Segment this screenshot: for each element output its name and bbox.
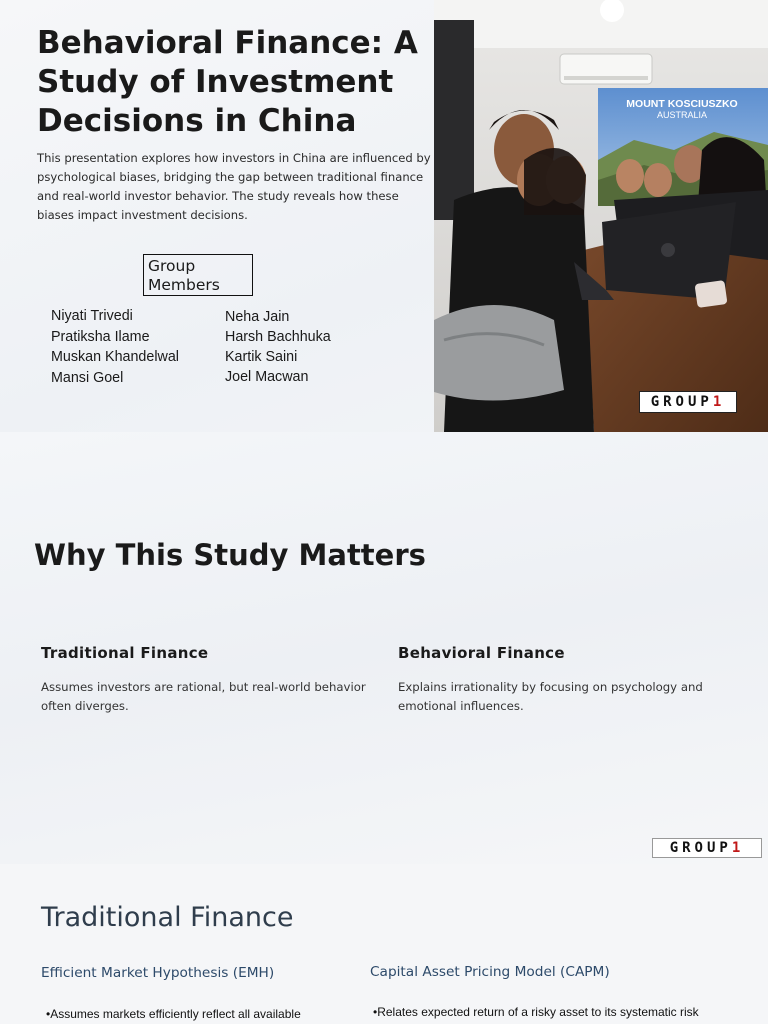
- slide-title: [0, 0, 768, 432]
- column-heading: Traditional Finance: [41, 644, 209, 662]
- member-name: Muskan Khandelwal: [51, 349, 179, 365]
- emh-bullet: •Assumes markets efficiently reflect all available: [46, 1007, 301, 1021]
- slide-why-study-matters: [0, 432, 768, 864]
- badge-word: GROUP: [669, 840, 732, 856]
- capm-bullet: •Relates expected return of a risky asset to its systematic risk: [373, 1005, 699, 1019]
- member-name: Niyati Trivedi: [51, 308, 133, 324]
- group-members-label: Group Members: [143, 254, 253, 296]
- group-photo: [434, 0, 768, 432]
- emh-heading: Efficient Market Hypothesis (EMH): [41, 965, 275, 981]
- badge-word: GROUP: [650, 394, 713, 410]
- capm-heading: Capital Asset Pricing Model (CAPM): [370, 964, 610, 980]
- badge-number: 1: [731, 840, 745, 856]
- intro-paragraph: This presentation explores how investors in China are influenced by psychological biases, bridging the gap between traditional finance and real-world investor behavior. The study reveals how these biases impact investment decisions.: [37, 151, 431, 222]
- member-name: Mansi Goel: [51, 370, 124, 386]
- badge-number: 1: [712, 394, 726, 410]
- member-name: Neha Jain: [225, 309, 290, 325]
- slide-traditional-finance: [0, 864, 768, 1024]
- column-text: Explains irrationality by focusing on psychology and emotional influences.: [398, 680, 703, 713]
- column-text: Assumes investors are rational, but real-world behavior often diverges.: [41, 680, 366, 713]
- slide-title: Traditional Finance: [41, 902, 294, 933]
- group-badge: [639, 391, 737, 413]
- member-name: Kartik Saini: [225, 349, 298, 365]
- slide-title: Why This Study Matters: [34, 538, 426, 572]
- members-list-left: [51, 306, 179, 388]
- column-behavioral-finance: [398, 644, 728, 716]
- member-name: Harsh Bachhuka: [225, 329, 331, 345]
- poster-title-text: MOUNT KOSCIUSZKO: [626, 98, 738, 110]
- poster-subtitle-text: AUSTRALIA: [656, 110, 708, 120]
- column-traditional-finance: [41, 644, 371, 716]
- presentation-title: Behavioral Finance: A Study of Investment Decisions in China: [37, 25, 418, 139]
- members-list-right: [225, 307, 331, 387]
- member-name: Joel Macwan: [225, 369, 309, 385]
- member-name: Pratiksha Ilame: [51, 329, 150, 345]
- column-heading: Behavioral Finance: [398, 644, 565, 662]
- group-badge: [652, 838, 762, 858]
